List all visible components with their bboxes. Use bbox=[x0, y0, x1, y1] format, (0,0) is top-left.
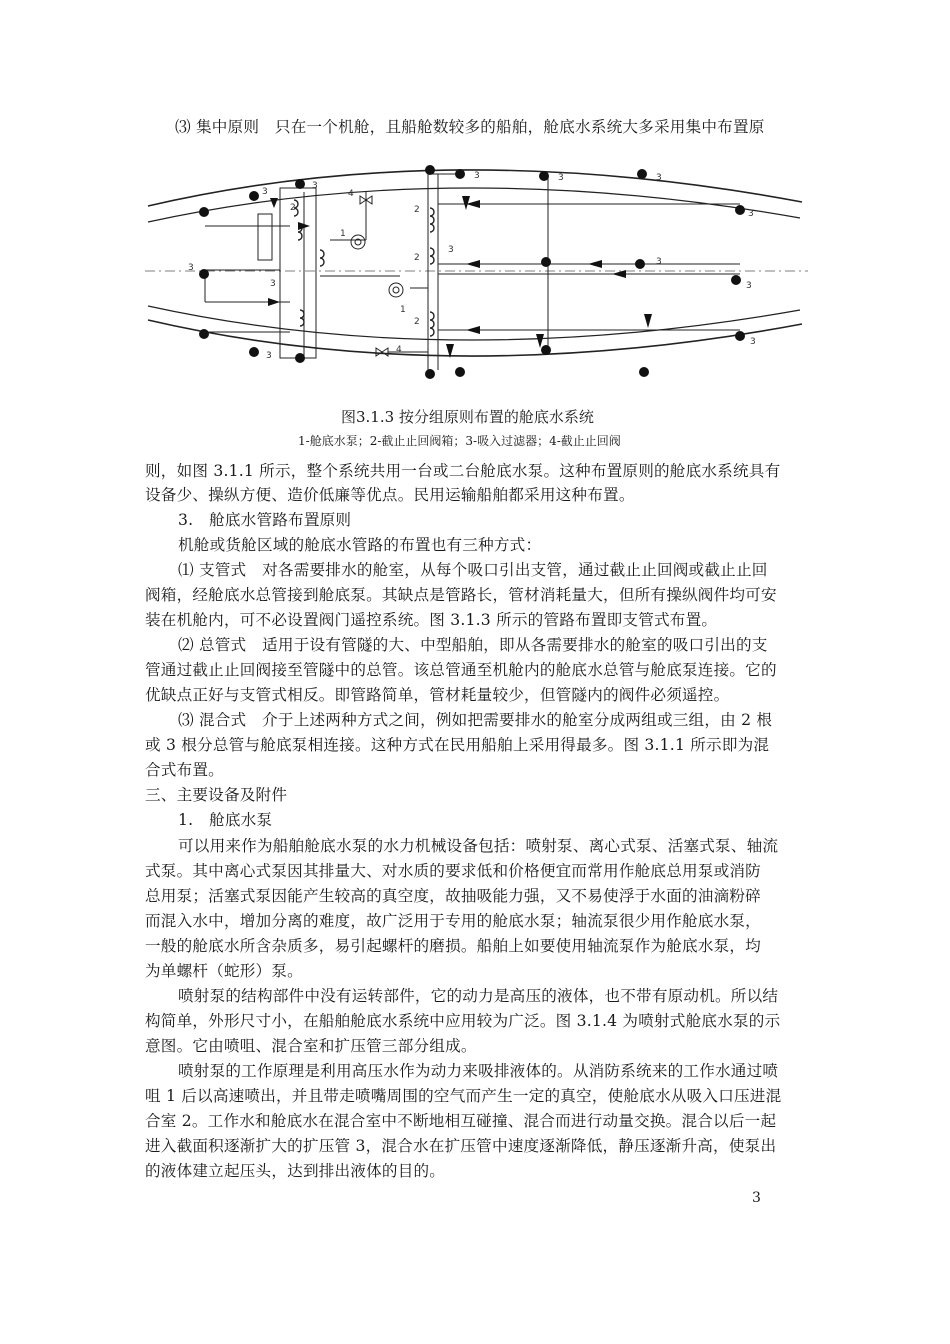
body-line: 为单螺杆（蛇形）泵。 bbox=[145, 962, 303, 980]
label-3: 3 bbox=[656, 257, 662, 267]
body-line: 机舱或货舱区域的舱底水管路的布置也有三种方式： bbox=[178, 536, 542, 554]
label-2: 2 bbox=[414, 205, 420, 215]
body-line: 喷射泵的结构部件中没有运转部件，它的动力是高压的液体，也不带有原动机。所以结 bbox=[178, 987, 779, 1005]
body-line: ⑶ 混合式 介于上述两种方式之间，例如把需要排水的舱室分成两组或三组，由 2 根 bbox=[178, 711, 773, 729]
body-line: 合室 2。工作水和舱底水在混合室中不断地相互碰撞、混合而进行动量交换。混合以后一起 bbox=[145, 1112, 777, 1130]
strainer-dots bbox=[199, 165, 745, 379]
body-line: 合式布置。 bbox=[145, 761, 224, 779]
body-line: 管通过截止止回阀接至管隧中的总管。该总管通至机舱内的舱底水总管与舱底泵连接。它的 bbox=[145, 661, 777, 679]
label-3: 3 bbox=[270, 279, 276, 289]
figure-legend: 1-舱底水泵；2-截止止回阀箱；3-吸入过滤器；4-截止止回阀 bbox=[298, 434, 621, 448]
label-3: 3 bbox=[266, 351, 272, 361]
intro-line: ⑶ 集中原则 只在一个机舱，且船舱数较多的船舶，舱底水系统大多采用集中布置原 bbox=[175, 118, 765, 136]
body-line: 式泵。其中离心式泵因其排量大、对水质的要求低和价格便宜而常用作舱底总用泵或消防 bbox=[145, 862, 761, 880]
label-3: 3 bbox=[748, 209, 754, 219]
body-line: 三、主要设备及附件 bbox=[145, 786, 288, 804]
body-line: 设备少、操纵方便、造价低廉等优点。民用运输船舶都采用这种布置。 bbox=[145, 486, 635, 504]
label-3: 3 bbox=[474, 171, 480, 181]
body-line: 可以用来作为船舶舱底水泵的水力机械设备包括：喷射泵、离心式泵、活塞式泵、轴流 bbox=[178, 837, 779, 855]
body-line: 喷射泵的工作原理是利用高压水作为动力来吸排液体的。从消防系统来的工作水通过喷 bbox=[178, 1062, 779, 1080]
body-line: ⑴ 支管式 对各需要排水的舱室，从每个吸口引出支管，通过截止止回阀或截止止回 bbox=[178, 561, 768, 579]
label-3: 3 bbox=[448, 245, 454, 255]
body-line: 咀 1 后以高速喷出，并且带走喷嘴周围的空气而产生一定的真空，使舱底水从吸入口压进混 bbox=[145, 1087, 782, 1105]
label-3: 3 bbox=[746, 281, 752, 291]
body-line: 意图。它由喷咀、混合室和扩压管三部分组成。 bbox=[145, 1037, 477, 1055]
label-4: 4 bbox=[396, 345, 402, 355]
page-number: 3 bbox=[752, 1190, 761, 1206]
label-3: 3 bbox=[188, 263, 194, 273]
body-line: 装在机舱内，可不必设置阀门遥控系统。图 3.1.3 所示的管路布置即支管式布置。 bbox=[145, 611, 718, 629]
pump-1-upper bbox=[351, 235, 365, 249]
label-3: 3 bbox=[750, 337, 756, 347]
pump-1-lower bbox=[389, 283, 403, 297]
body-line: 的液体建立起压头，达到排出液体的目的。 bbox=[145, 1162, 446, 1180]
body-line: 一般的舱底水所含杂质多，易引起螺杆的磨损。船舶上如要使用轴流泵作为舱底水泵，均 bbox=[145, 937, 761, 955]
label-3: 3 bbox=[262, 187, 268, 197]
body-line: 优缺点正好与支管式相反。即管路简单，管材耗量较少，但管隧内的阀件必须遥控。 bbox=[145, 686, 730, 704]
label-3: 3 bbox=[312, 181, 318, 191]
label-2: 2 bbox=[414, 253, 420, 263]
body-line: 3. 舱底水管路布置原则 bbox=[178, 511, 352, 529]
label-2: 2 bbox=[290, 203, 296, 213]
left-pipe-group bbox=[205, 188, 400, 358]
check-valve-lower bbox=[376, 348, 388, 356]
label-3: 3 bbox=[558, 173, 564, 183]
label-1: 1 bbox=[400, 305, 406, 315]
bilge-system-diagram bbox=[0, 152, 950, 402]
valve-boxes bbox=[294, 200, 434, 336]
body-line: 构简单，外形尺寸小，在船舶舱底水系统中应用较为广泛。图 3.1.4 为喷射式舱底水泵的示 bbox=[145, 1012, 781, 1030]
body-line: ⑵ 总管式 适用于设有管隧的大、中型船舶，即从各需要排水的舱室的吸口引出的支 bbox=[178, 636, 768, 654]
body-line: 进入截面积逐渐扩大的扩压管 3，混合水在扩压管中速度逐渐降低，静压逐渐升高，使泵出 bbox=[145, 1137, 777, 1155]
body-line: 阀箱，经舱底水总管接到舱底泵。其缺点是管路长，管材消耗量大，但所有操纵阀件均可安 bbox=[145, 586, 777, 604]
label-4: 4 bbox=[348, 189, 354, 199]
label-3: 3 bbox=[656, 173, 662, 183]
body-line: 而混入水中，增加分离的难度，故广泛用于专用的舱底水泵；轴流泵很少用作舱底水泵， bbox=[145, 912, 761, 930]
body-line: 总用泵；活塞式泵因能产生较高的真空度，故抽吸能力强，又不易使浮于水面的油滴粉碎 bbox=[145, 887, 761, 905]
body-line: 1. 舱底水泵 bbox=[178, 811, 273, 829]
label-1: 1 bbox=[340, 229, 346, 239]
label-2: 2 bbox=[414, 317, 420, 327]
right-pipe-group bbox=[388, 174, 740, 370]
figure-caption: 图3.1.3 按分组原则布置的舱底水系统 bbox=[341, 408, 594, 426]
body-line: 则，如图 3.1.1 所示，整个系统共用一台或二台舱底水泵。这种布置原则的舱底水系统具有 bbox=[145, 462, 781, 480]
body-line: 或 3 根分总管与舱底泵相连接。这种方式在民用船舶上采用得最多。图 3.1.1 所示即为混 bbox=[145, 736, 770, 754]
